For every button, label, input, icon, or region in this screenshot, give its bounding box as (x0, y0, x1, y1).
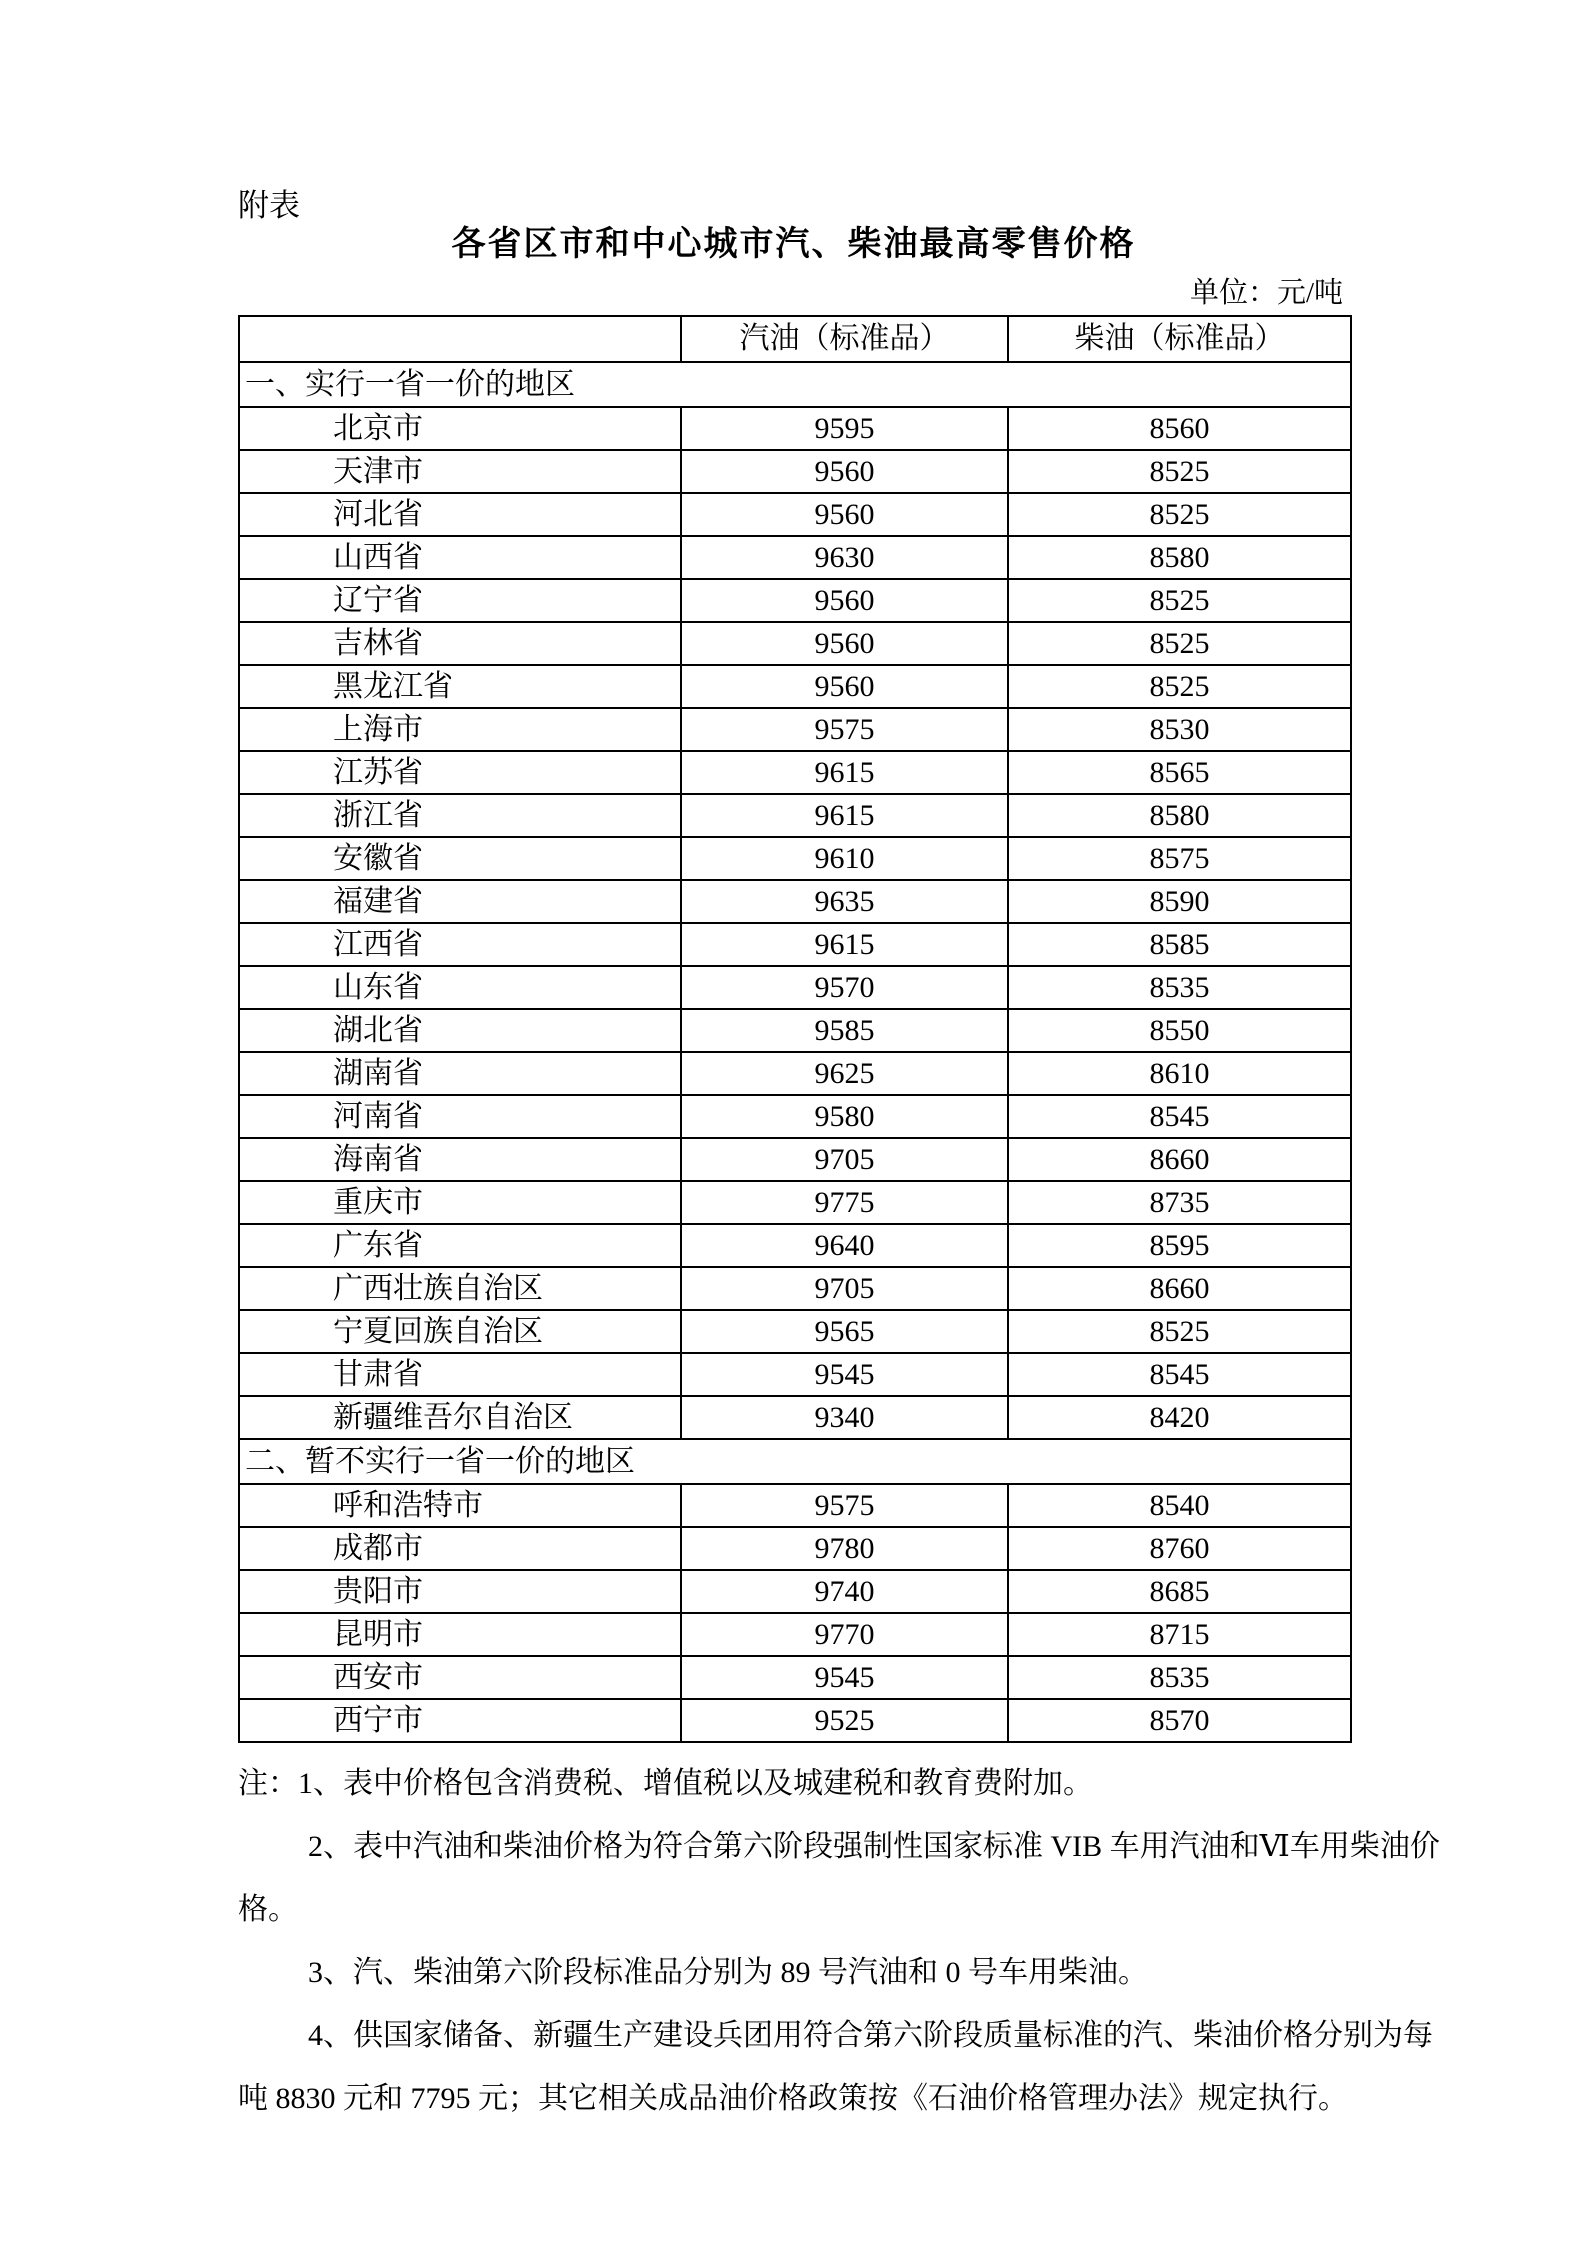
region-cell: 辽宁省 (239, 579, 681, 622)
region-cell: 海南省 (239, 1138, 681, 1181)
diesel-price-cell: 8535 (1008, 1656, 1351, 1699)
region-cell: 西安市 (239, 1656, 681, 1699)
gasoline-price-cell: 9580 (681, 1095, 1008, 1138)
diesel-price-cell: 8590 (1008, 880, 1351, 923)
table-row (239, 1310, 1351, 1353)
region-cell: 吉林省 (239, 622, 681, 665)
diesel-price-cell: 8580 (1008, 536, 1351, 579)
table-row (239, 1570, 1351, 1613)
gasoline-price-cell: 9625 (681, 1052, 1008, 1095)
appendix-label: 附表 (238, 188, 300, 223)
table-row (239, 1224, 1351, 1267)
diesel-price-cell: 8570 (1008, 1699, 1351, 1742)
region-cell: 重庆市 (239, 1181, 681, 1224)
table-row (239, 1181, 1351, 1224)
gasoline-price-cell: 9525 (681, 1699, 1008, 1742)
note-line: 注：1、表中价格包含消费税、增值税以及城建税和教育费附加。 (238, 1767, 1093, 1800)
diesel-price-cell: 8420 (1008, 1396, 1351, 1439)
diesel-price-cell: 8550 (1008, 1009, 1351, 1052)
note-line: 格。 (238, 1893, 298, 1926)
diesel-price-cell: 8735 (1008, 1181, 1351, 1224)
gasoline-price-cell: 9340 (681, 1396, 1008, 1439)
table-row (239, 1613, 1351, 1656)
table-row (239, 708, 1351, 751)
region-cell: 甘肃省 (239, 1353, 681, 1396)
region-cell: 北京市 (239, 407, 681, 450)
table-row (239, 1396, 1351, 1439)
unit-label: 单位：元/吨 (1189, 277, 1343, 309)
region-cell: 安徽省 (239, 837, 681, 880)
diesel-price-cell: 8560 (1008, 407, 1351, 450)
table-row (239, 923, 1351, 966)
diesel-price-cell: 8525 (1008, 450, 1351, 493)
region-cell: 新疆维吾尔自治区 (239, 1396, 681, 1439)
gasoline-price-cell: 9640 (681, 1224, 1008, 1267)
region-cell: 天津市 (239, 450, 681, 493)
gasoline-price-cell: 9705 (681, 1138, 1008, 1181)
region-cell: 成都市 (239, 1527, 681, 1570)
table-row (239, 536, 1351, 579)
table-row (239, 407, 1351, 450)
table-row (239, 579, 1351, 622)
table-row (239, 1095, 1351, 1138)
region-cell: 黑龙江省 (239, 665, 681, 708)
gasoline-price-cell: 9545 (681, 1656, 1008, 1699)
gasoline-price-cell: 9560 (681, 493, 1008, 536)
region-cell: 湖北省 (239, 1009, 681, 1052)
region-cell: 山东省 (239, 966, 681, 1009)
section-header-row (239, 362, 1351, 407)
diesel-price-cell: 8540 (1008, 1484, 1351, 1527)
table-row (239, 1527, 1351, 1570)
table-row (239, 837, 1351, 880)
gasoline-price-cell: 9595 (681, 407, 1008, 450)
gasoline-price-cell: 9575 (681, 708, 1008, 751)
page-title: 各省区市和中心城市汽、柴油最高零售价格 (451, 225, 1136, 263)
gasoline-price-cell: 9615 (681, 923, 1008, 966)
gasoline-price-cell: 9775 (681, 1181, 1008, 1224)
diesel-price-cell: 8660 (1008, 1138, 1351, 1181)
region-cell: 西宁市 (239, 1699, 681, 1742)
region-cell: 广东省 (239, 1224, 681, 1267)
gasoline-price-cell: 9770 (681, 1613, 1008, 1656)
region-cell: 江西省 (239, 923, 681, 966)
region-cell: 广西壮族自治区 (239, 1267, 681, 1310)
diesel-price-cell: 8580 (1008, 794, 1351, 837)
region-cell: 宁夏回族自治区 (239, 1310, 681, 1353)
gasoline-price-cell: 9565 (681, 1310, 1008, 1353)
note-line: 2、表中汽油和柴油价格为符合第六阶段强制性国家标准 VIB 车用汽油和Ⅵ车用柴油价 (308, 1830, 1440, 1863)
table-row (239, 665, 1351, 708)
table-row (239, 1267, 1351, 1310)
gasoline-price-cell: 9560 (681, 665, 1008, 708)
diesel-price-cell: 8525 (1008, 665, 1351, 708)
table-row (239, 1699, 1351, 1742)
table-row (239, 880, 1351, 923)
notes (238, 1752, 1448, 2130)
gasoline-price-cell: 9630 (681, 536, 1008, 579)
region-cell: 福建省 (239, 880, 681, 923)
gasoline-price-cell: 9570 (681, 966, 1008, 1009)
table-row (239, 1052, 1351, 1095)
diesel-price-cell: 8530 (1008, 708, 1351, 751)
gasoline-price-cell: 9610 (681, 837, 1008, 880)
gasoline-price-cell: 9705 (681, 1267, 1008, 1310)
gasoline-price-cell: 9575 (681, 1484, 1008, 1527)
table-row (239, 1009, 1351, 1052)
section-header-row (239, 1439, 1351, 1484)
table-row (239, 622, 1351, 665)
col-header-region (239, 316, 681, 362)
diesel-price-cell: 8575 (1008, 837, 1351, 880)
diesel-price-cell: 8535 (1008, 966, 1351, 1009)
table-row (239, 450, 1351, 493)
diesel-price-cell: 8760 (1008, 1527, 1351, 1570)
region-cell: 湖南省 (239, 1052, 681, 1095)
diesel-price-cell: 8545 (1008, 1095, 1351, 1138)
gasoline-price-cell: 9780 (681, 1527, 1008, 1570)
diesel-price-cell: 8525 (1008, 493, 1351, 536)
gasoline-price-cell: 9560 (681, 622, 1008, 665)
diesel-price-cell: 8525 (1008, 622, 1351, 665)
table-row (239, 794, 1351, 837)
region-cell: 昆明市 (239, 1613, 681, 1656)
gasoline-price-cell: 9560 (681, 450, 1008, 493)
diesel-price-cell: 8545 (1008, 1353, 1351, 1396)
region-cell: 浙江省 (239, 794, 681, 837)
table-row (239, 1656, 1351, 1699)
section-header: 二、暂不实行一省一价的地区 (239, 1439, 1351, 1484)
diesel-price-cell: 8525 (1008, 579, 1351, 622)
price-table (238, 315, 1352, 1743)
region-cell: 河北省 (239, 493, 681, 536)
table-row (239, 751, 1351, 794)
diesel-price-cell: 8595 (1008, 1224, 1351, 1267)
diesel-price-cell: 8660 (1008, 1267, 1351, 1310)
col-header-gasoline: 汽油（标准品） (681, 316, 1008, 362)
gasoline-price-cell: 9615 (681, 794, 1008, 837)
diesel-price-cell: 8525 (1008, 1310, 1351, 1353)
gasoline-price-cell: 9635 (681, 880, 1008, 923)
col-header-diesel: 柴油（标准品） (1008, 316, 1351, 362)
gasoline-price-cell: 9740 (681, 1570, 1008, 1613)
gasoline-price-cell: 9615 (681, 751, 1008, 794)
region-cell: 山西省 (239, 536, 681, 579)
diesel-price-cell: 8610 (1008, 1052, 1351, 1095)
region-cell: 呼和浩特市 (239, 1484, 681, 1527)
gasoline-price-cell: 9560 (681, 579, 1008, 622)
note-line: 3、汽、柴油第六阶段标准品分别为 89 号汽油和 0 号车用柴油。 (308, 1956, 1148, 1989)
table-row (239, 1484, 1351, 1527)
diesel-price-cell: 8685 (1008, 1570, 1351, 1613)
gasoline-price-cell: 9545 (681, 1353, 1008, 1396)
section-header: 一、实行一省一价的地区 (239, 362, 1351, 407)
table-header-row (239, 316, 1351, 362)
note-line: 4、供国家储备、新疆生产建设兵团用符合第六阶段质量标准的汽、柴油价格分别为每 (308, 2019, 1433, 2052)
diesel-price-cell: 8565 (1008, 751, 1351, 794)
diesel-price-cell: 8585 (1008, 923, 1351, 966)
table-row (239, 1353, 1351, 1396)
note-line: 吨 8830 元和 7795 元；其它相关成品油价格政策按《石油价格管理办法》规定执行。 (238, 2082, 1348, 2115)
table-row (239, 966, 1351, 1009)
table-row (239, 493, 1351, 536)
gasoline-price-cell: 9585 (681, 1009, 1008, 1052)
region-cell: 贵阳市 (239, 1570, 681, 1613)
table-row (239, 1138, 1351, 1181)
region-cell: 江苏省 (239, 751, 681, 794)
diesel-price-cell: 8715 (1008, 1613, 1351, 1656)
region-cell: 上海市 (239, 708, 681, 751)
region-cell: 河南省 (239, 1095, 681, 1138)
